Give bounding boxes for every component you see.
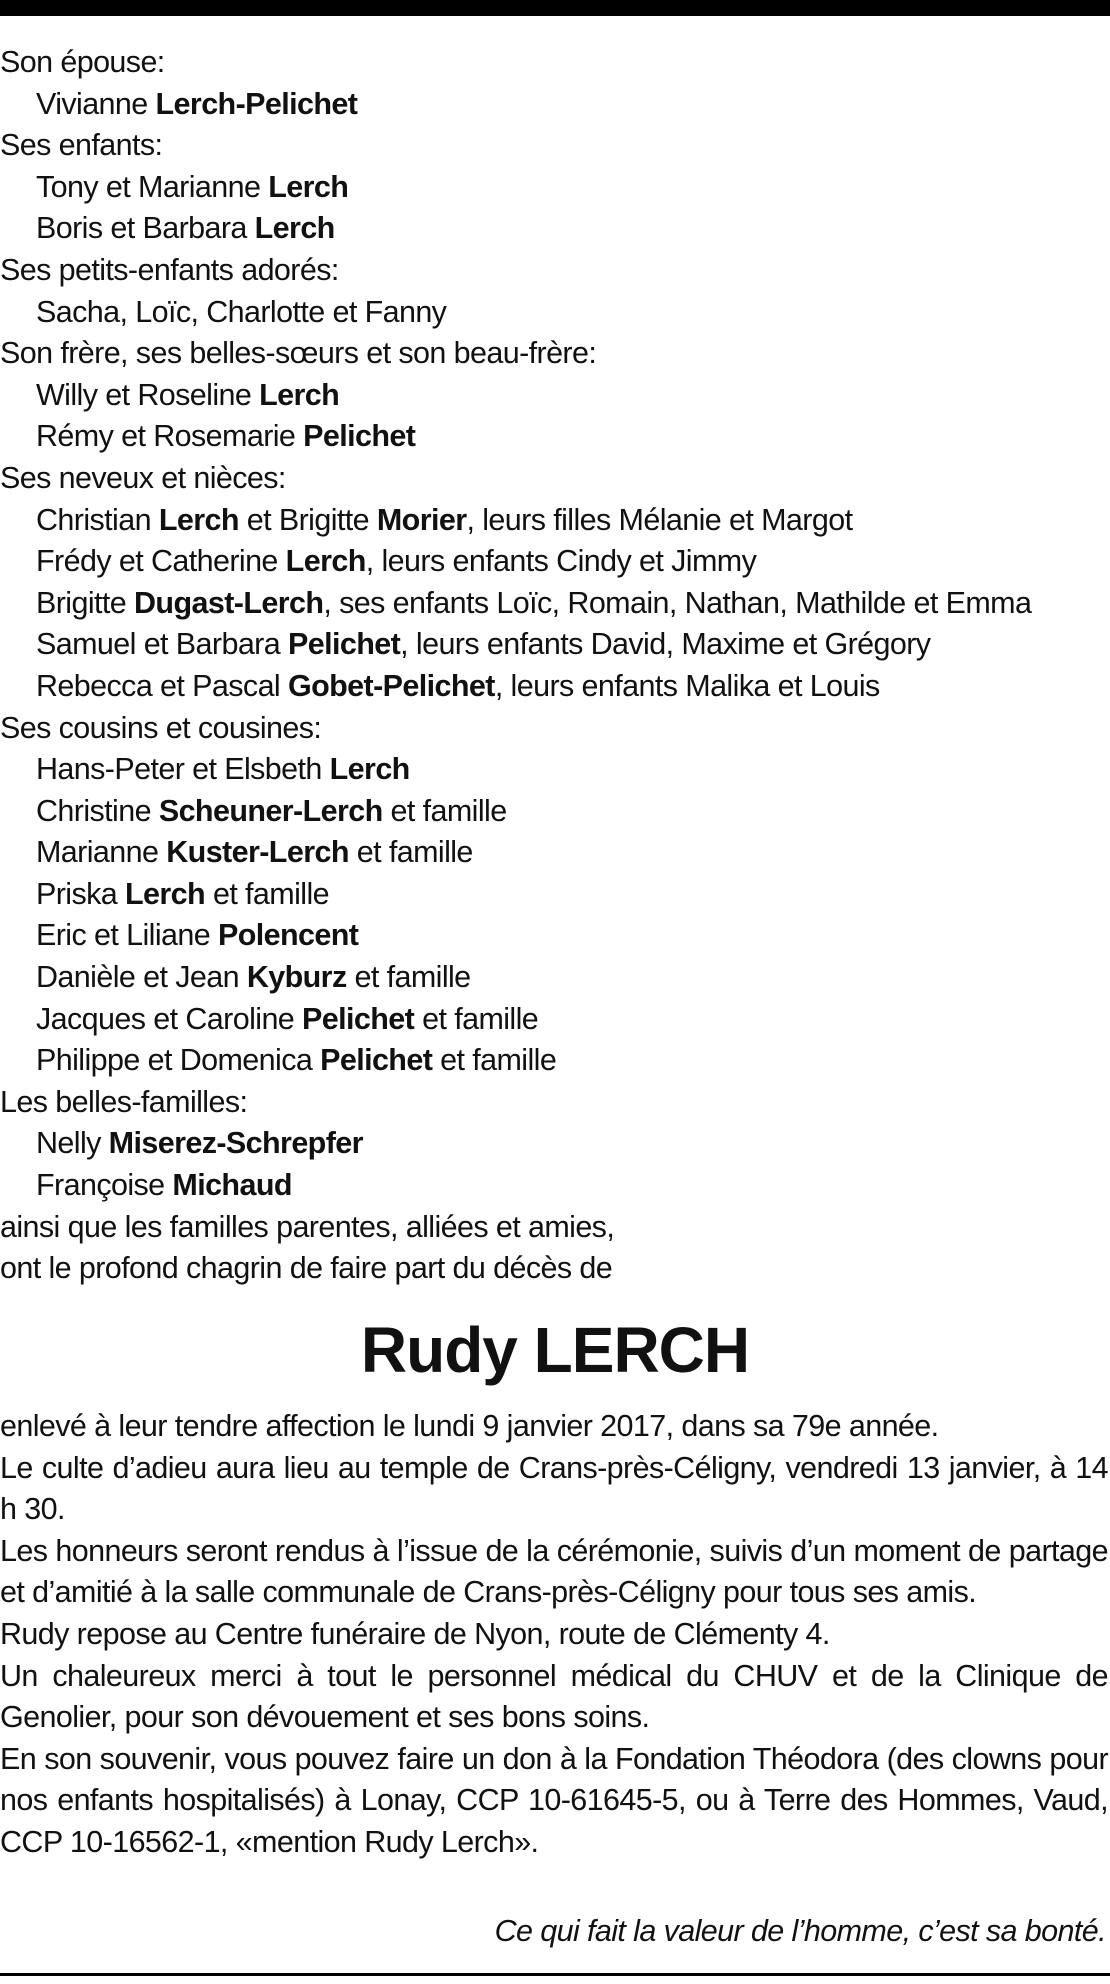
family-text: Willy et Roseline [36, 377, 260, 412]
announcement-body [0, 1406, 1108, 1864]
body-paragraph: enlevé à leur tendre affection le lundi 9 janvier 2017, dans sa 79e année. [0, 1409, 939, 1443]
family-surname: Lerch [285, 544, 366, 579]
family-text: Son épouse: [0, 45, 165, 79]
family-surname: Scheuner-Lerch [158, 793, 383, 828]
family-text: et famille [205, 876, 329, 911]
family-member-line [0, 375, 1105, 417]
family-heading-line [0, 125, 1105, 167]
family-text: Françoise [36, 1168, 173, 1203]
body-paragraph: Un chaleureux merci à tout le personnel médical du CHUV et de la Clinique de Genolier, pour son dévouement et ses bons soins. [0, 1658, 1108, 1735]
family-surname: Lerch [254, 211, 335, 246]
family-heading-line [0, 458, 1105, 500]
family-surname: Kyburz [246, 960, 347, 995]
family-text: , ses enfants Loïc, Romain, Nathan, Mathilde et Emma [323, 585, 1032, 620]
family-heading-line [0, 42, 1105, 84]
family-surname: Dugast-Lerch [134, 585, 324, 620]
family-heading-line [0, 250, 1105, 292]
family-member-line [0, 1165, 1105, 1207]
family-surname: Lerch [259, 377, 340, 412]
family-member-line [0, 624, 1105, 666]
family-list [0, 42, 1105, 1290]
family-text: Priska [36, 876, 126, 911]
family-text: Ses neveux et nièces: [0, 460, 286, 495]
body-paragraph: Les honneurs seront rendus à l’issue de la cérémonie, suivis d’un moment de partage et d’amitié à la salle communale de Crans-près-Céligny pour tous ses amis. [0, 1533, 1108, 1610]
family-text: Samuel et Barbara [36, 627, 288, 662]
family-surname: Lerch [268, 169, 349, 204]
family-text: Jacques et Caroline [36, 1001, 303, 1036]
family-surname: Pelichet [287, 627, 401, 662]
family-surname: Miserez-Schrepfer [108, 1126, 363, 1161]
family-member-line [0, 749, 1105, 791]
family-text: Rebecca et Pascal [36, 668, 288, 703]
family-text: Ses petits-enfants adorés: [0, 252, 339, 287]
family-member-line [0, 416, 1105, 458]
family-member-line [0, 292, 1105, 334]
family-member-line [0, 874, 1105, 916]
top-border-rule [0, 0, 1110, 16]
family-surname: Lerch-Pelichet [155, 86, 358, 121]
bottom-border-rule [0, 1973, 1110, 1976]
family-heading-line [0, 333, 1105, 375]
family-member-line [0, 500, 1105, 542]
family-text: Eric et Liliane [36, 918, 218, 953]
family-surname: Kuster-Lerch [166, 835, 349, 870]
family-text: et famille [346, 960, 471, 995]
family-text: Vivianne [36, 86, 156, 121]
family-surname: Morier [376, 502, 467, 537]
family-text: ainsi que les familles parentes, alliées et amies, [0, 1209, 615, 1244]
family-text: et Brigitte [238, 502, 377, 537]
family-text: Philippe et Domenica [36, 1043, 321, 1078]
family-member-line [0, 1123, 1105, 1165]
family-member-line [0, 1040, 1105, 1082]
family-heading-line [0, 708, 1105, 750]
family-text: Sacha, Loïc, Charlotte et Fanny [36, 294, 447, 329]
family-text: Les belles-familles: [0, 1084, 248, 1119]
family-member-line [0, 999, 1105, 1041]
family-text: Son frère, ses belles-sœurs et son beau-frère: [0, 336, 597, 371]
family-heading-line [0, 1248, 1105, 1290]
family-text: Ses cousins et cousines: [0, 710, 322, 745]
family-member-line [0, 957, 1105, 999]
family-member-line [0, 583, 1105, 625]
family-text: , leurs enfants David, Maxime et Grégory [400, 627, 931, 662]
closing-quote: Ce qui fait la valeur de l’homme, c’est sa bonté. [494, 1914, 1106, 1948]
family-surname: Michaud [172, 1168, 292, 1203]
family-heading-line [0, 1082, 1105, 1124]
family-text: , leurs enfants Cindy et Jimmy [365, 544, 757, 579]
family-member-line [0, 915, 1105, 957]
body-paragraph: En son souvenir, vous pouvez faire un don à la Fondation Théodora (des clowns pour nos enfants hospitalisés) à Lonay, CCP 10-61645-5, ou à Terre des Hommes, Vaud, CCP 10-16562-1, «mention Rudy Lerch». [0, 1741, 1108, 1859]
family-text: et famille [348, 835, 473, 870]
body-paragraph: Rudy repose au Centre funéraire de Nyon, route de Clémenty 4. [0, 1616, 830, 1651]
family-member-line [0, 167, 1105, 209]
family-text: Hans-Peter et Elsbeth [36, 752, 330, 787]
family-text: Marianne [36, 835, 167, 870]
family-member-line [0, 832, 1105, 874]
family-text: Christine [36, 793, 159, 828]
family-text: Rémy et Rosemarie [36, 419, 304, 454]
family-surname: Lerch [158, 502, 239, 537]
family-text: , leurs enfants Malika et Louis [494, 668, 880, 703]
family-text: , leurs filles Mélanie et Margot [466, 502, 853, 537]
deceased-name: Rudy LERCH [360, 1314, 750, 1386]
family-member-line [0, 84, 1105, 126]
family-text: Boris et Barbara [36, 211, 255, 246]
family-member-line [0, 541, 1105, 583]
family-member-line [0, 791, 1105, 833]
family-surname: Pelichet [302, 1001, 415, 1036]
family-text: et famille [432, 1043, 557, 1078]
family-text: Nelly [36, 1126, 109, 1161]
family-member-line [0, 666, 1105, 708]
family-member-line [0, 208, 1105, 250]
family-surname: Pelichet [303, 419, 416, 454]
family-surname: Polencent [217, 918, 359, 953]
family-surname: Lerch [125, 876, 206, 911]
family-text: Frédy et Catherine [36, 544, 286, 579]
family-text: Ses enfants: [0, 128, 163, 163]
family-text: et famille [382, 793, 507, 828]
family-heading-line [0, 1207, 1105, 1249]
family-text: Tony et Marianne [36, 169, 269, 204]
family-text: Christian [36, 502, 159, 537]
family-surname: Lerch [329, 752, 410, 787]
family-text: et famille [414, 1001, 539, 1036]
body-paragraph: Le culte d’adieu aura lieu au temple de Crans-près-Céligny, vendredi 13 janvier, à 14 h 30. [0, 1450, 1108, 1527]
family-text: ont le profond chagrin de faire part du décès de [0, 1251, 613, 1286]
family-surname: Gobet-Pelichet [287, 668, 495, 703]
family-text: Brigitte [36, 585, 134, 620]
family-text: Danièle et Jean [36, 960, 247, 995]
family-surname: Pelichet [320, 1043, 433, 1078]
